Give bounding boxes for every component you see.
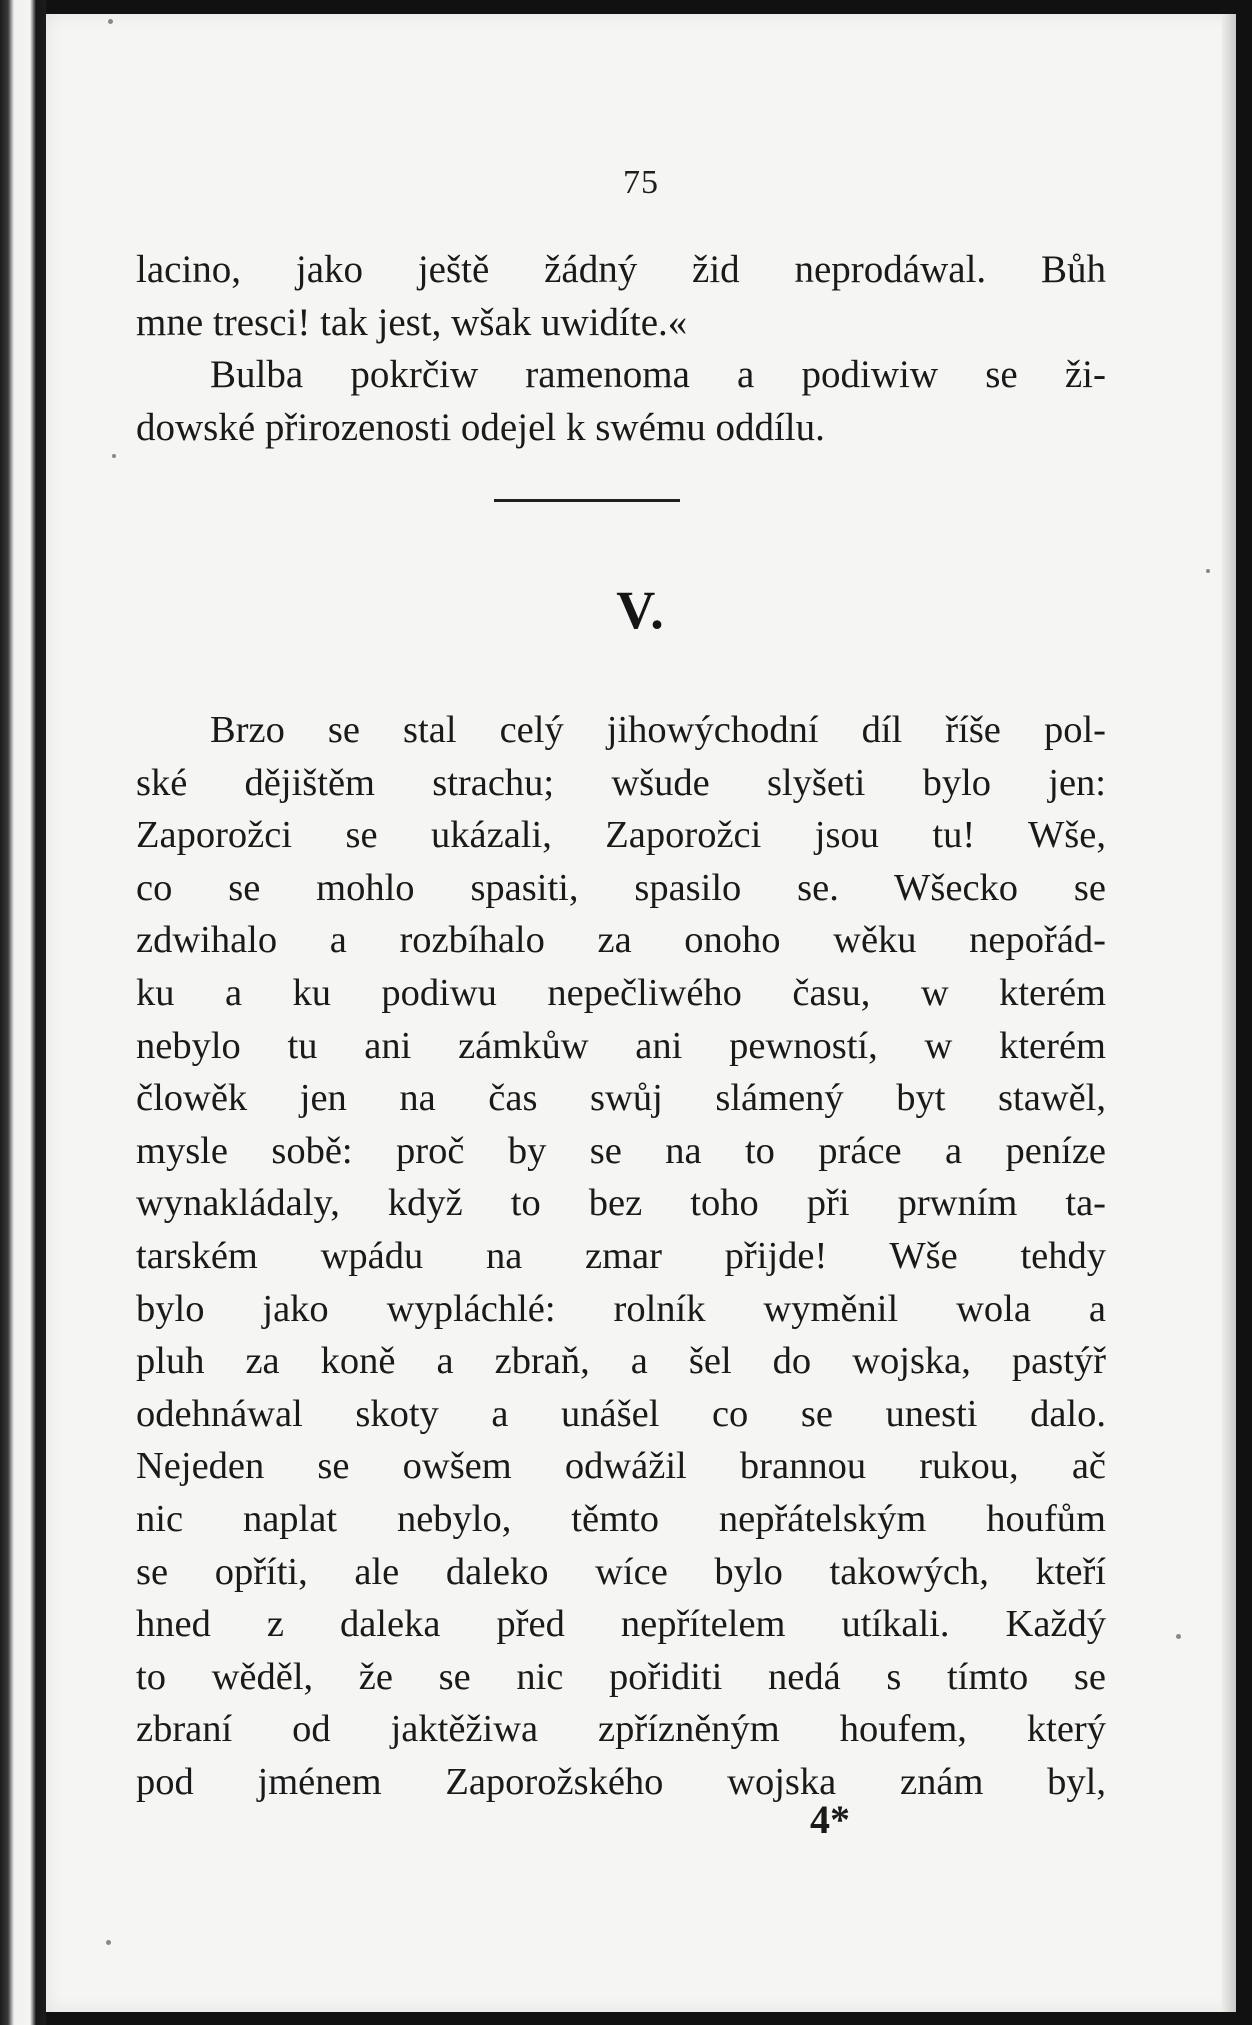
book-binding-edge — [0, 0, 46, 2025]
section-separator-rule — [494, 499, 680, 502]
text-line: mne tresci! tak jest, wšak uwidíte.« — [136, 300, 688, 344]
carryover-paragraph — [136, 244, 1106, 454]
text-line: odehnáwal skoty a unášel co se unesti dalo. — [136, 1392, 1106, 1435]
text-line: ku a ku podiwu nepečliwého času, w kterém — [136, 971, 1106, 1014]
page-number: 75 — [623, 164, 659, 201]
text-line: ské dějištěm strachu; wšude slyšeti bylo jen: — [136, 761, 1106, 804]
text-line: nebylo tu ani zámkůw ani pewností, w kterém — [136, 1024, 1106, 1067]
paper-speck — [112, 454, 116, 458]
paper-speck — [1206, 569, 1210, 573]
text-line: to wěděl, že se nic pořiditi nedá s tímto se — [136, 1655, 1106, 1698]
text-line: pluh za koně a zbraň, a šel do wojska, pastýř — [136, 1340, 1106, 1383]
page-edge — [1222, 14, 1236, 2012]
text-line: nic naplat nebylo, těmto nepřátelským houfům — [136, 1497, 1106, 1540]
text-line: zdwihalo a rozbíhalo za onoho wěku nepořád- — [136, 919, 1106, 962]
text-line: lacino, jako ještě žádný žid neprodáwal. Bůh — [136, 248, 1106, 291]
text-line: se opříti, ale daleko wíce bylo takowých, kteří — [136, 1550, 1106, 1593]
printer-signature-mark: 4* — [810, 1797, 850, 1842]
text-line: co se mohlo spasiti, spasilo se. Wšecko se — [136, 866, 1106, 909]
chapter-paragraph — [136, 704, 1106, 1808]
paper-speck — [1176, 1634, 1181, 1639]
text-line: člowěk jen na čas swůj slámený byt stawěl, — [136, 1077, 1106, 1120]
paper-speck — [108, 19, 113, 24]
book-page — [46, 14, 1236, 2012]
text-line: Zaporožci se ukázali, Zaporožci jsou tu! Wše, — [136, 814, 1106, 857]
text-line: zbraní od jaktěžiwa zpřízněným houfem, který — [136, 1708, 1106, 1751]
chapter-heading: V. — [616, 580, 666, 640]
text-line: Brzo se stal celý jihowýchodní díl říše pol- — [210, 709, 1106, 751]
text-line: mysle sobě: proč by se na to práce a peníze — [136, 1129, 1106, 1172]
text-line: dowské přirozenosti odejel k swému oddílu. — [136, 405, 825, 449]
text-line: pod jménem Zaporožského wojska znám byl, — [136, 1760, 1106, 1803]
paper-speck — [106, 1940, 111, 1945]
text-line: hned z daleka před nepřítelem utíkali. Každý — [136, 1603, 1106, 1646]
text-line: bylo jako wypláchlé: rolník wyměnil wola a — [136, 1287, 1106, 1330]
text-line: Nejeden se owšem odwážil brannou rukou, ač — [136, 1445, 1106, 1488]
text-line: wynakládaly, když to bez toho při prwním ta- — [136, 1182, 1106, 1225]
text-line: Bulba pokrčiw ramenoma a podiwiw se ži- — [210, 353, 1106, 396]
text-line: tarském wpádu na zmar přijde! Wše tehdy — [136, 1234, 1106, 1277]
